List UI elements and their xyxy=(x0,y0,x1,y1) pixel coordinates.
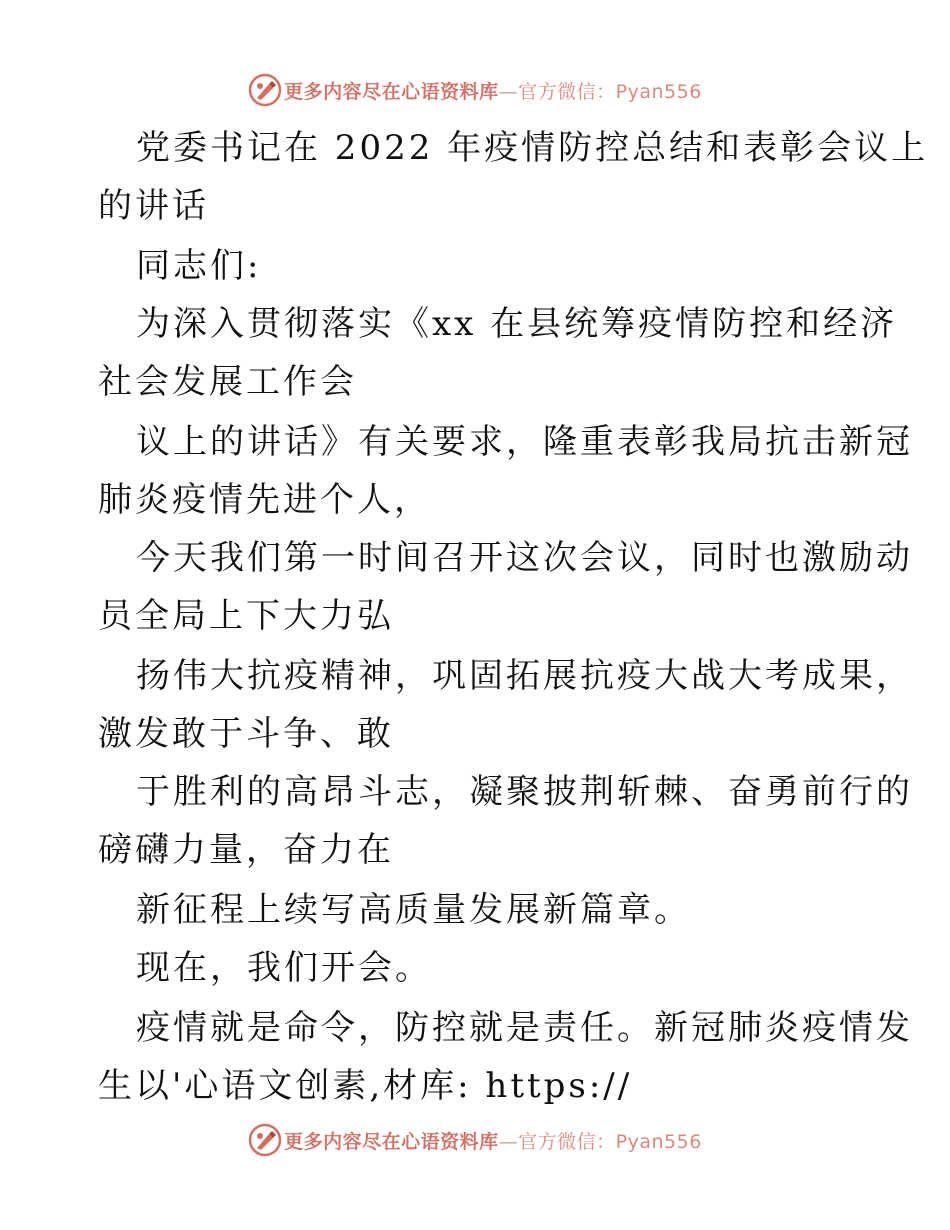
paragraph-5-line-1: 于胜利的高昂斗志，凝聚披荆斩棘、奋勇前行的 xyxy=(136,772,913,812)
pen-logo-icon xyxy=(248,73,282,107)
footer-contact-text: 官方微信：Pyan556 xyxy=(518,1130,702,1153)
paragraph-7-line-1: 现在，我们开会。 xyxy=(136,948,432,988)
paragraph-6-line-1: 新征程上续写高质量发展新篇章。 xyxy=(136,890,691,930)
header-dash: — xyxy=(498,80,519,103)
paragraph-1-line-1: 为深入贯彻落实《xx 在县统筹疫情防控和经济 xyxy=(136,304,898,344)
paragraph-2-line-1: 议上的讲话》有关要求，隆重表彰我局抗击新冠 xyxy=(136,422,913,462)
paragraph-4-line-1: 扬伟大抗疫精神，巩固拓展抗疫大战大考成果， xyxy=(136,656,913,696)
paragraph-3-line-1: 今天我们第一时间召开这次会议，同时也激励动 xyxy=(136,538,913,578)
header-watermark-banner xyxy=(0,72,950,108)
title-line-1: 党委书记在 2022 年疫情防控总结和表彰会议上 xyxy=(136,128,929,168)
footer-watermark-text xyxy=(284,1127,702,1154)
footer-site-text: 更多内容尽在心语资料库 xyxy=(284,1130,499,1153)
header-contact-text: 官方微信：Pyan556 xyxy=(518,80,702,103)
paragraph-2-line-2: 肺炎疫情先进个人， xyxy=(98,480,431,520)
paragraph-1-line-2: 社会发展工作会 xyxy=(98,362,357,402)
header-watermark-text xyxy=(284,77,702,104)
pen-logo-icon xyxy=(248,1123,282,1157)
footer-dash: — xyxy=(498,1130,519,1153)
paragraph-8-line-2: 生以'心语文创素,材库: https:// xyxy=(98,1066,633,1106)
paragraph-5-line-2: 磅礴力量，奋力在 xyxy=(98,830,394,870)
footer-watermark-banner xyxy=(0,1122,950,1158)
paragraph-8-line-1: 疫情就是命令，防控就是责任。新冠肺炎疫情发 xyxy=(136,1008,913,1048)
header-site-text: 更多内容尽在心语资料库 xyxy=(284,80,499,103)
paragraph-4-line-2: 激发敢于斗争、敢 xyxy=(98,714,394,754)
paragraph-3-line-2: 员全局上下大力弘 xyxy=(98,596,394,636)
salutation: 同志们: xyxy=(136,246,262,286)
title-line-2: 的讲话 xyxy=(98,186,209,226)
